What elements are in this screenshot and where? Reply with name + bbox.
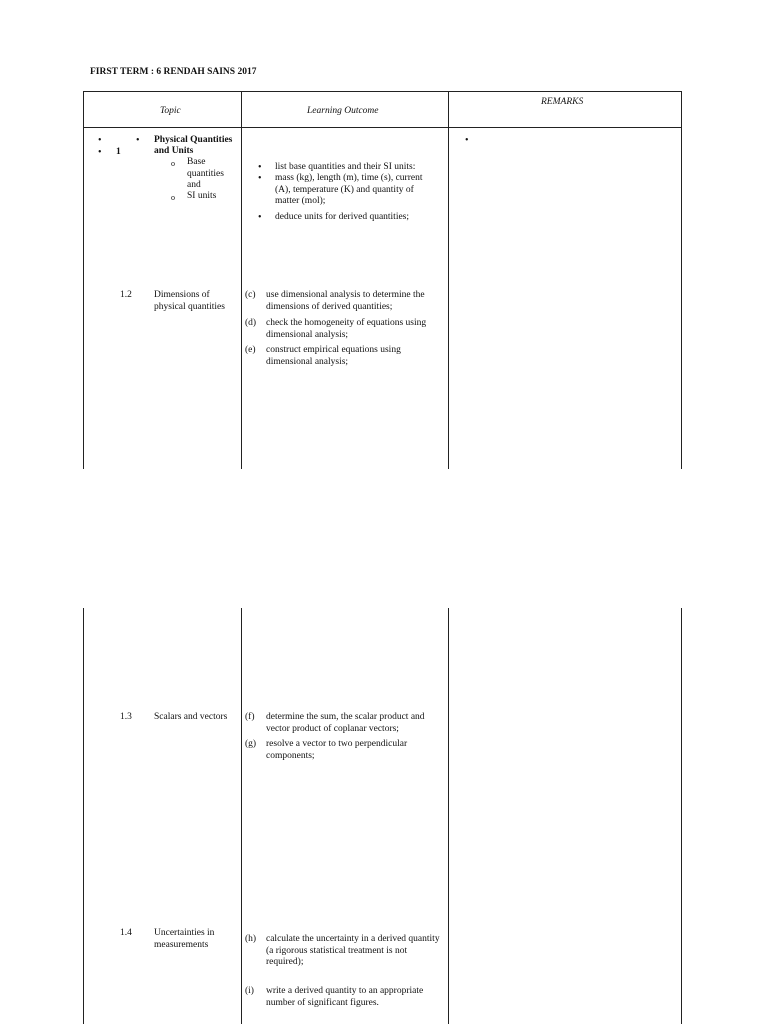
bullet-marker: • (98, 135, 102, 146)
subtopic-base-line2: quantities (187, 169, 224, 179)
outcome-text: calculate the uncertainty in a derived quantity (a rigorous statistical treatment is not required); (266, 934, 440, 967)
bullet-marker: • (258, 212, 262, 223)
header-divider (83, 127, 681, 128)
section-1-number: 1 (116, 147, 121, 157)
outcome-text: construct empirical equations using dimensional analysis; (266, 345, 401, 367)
table-right-border (681, 91, 682, 469)
section-1-2-title-line1: Dimensions of (154, 290, 210, 300)
section-1-4-title-line1: Uncertainties in (154, 928, 215, 938)
col-divider-2 (448, 608, 449, 1024)
outcome-text: use dimensional analysis to determine the dimensions of derived quantities; (266, 290, 425, 312)
outcome-text: write a derived quantity to an appropriate number of significant figures. (266, 986, 424, 1008)
section-1-heading-line1: Physical Quantities (154, 135, 233, 145)
outcome-text: resolve a vector to two perpendicular components; (266, 739, 408, 761)
table-top-border (83, 91, 681, 92)
outcome-text: determine the sum, the scalar product and vector product of coplanar vectors; (266, 712, 425, 734)
outcome-text: mass (kg), length (m), time (s), current (A), temperature (K) and quantity of matter (mol); (275, 173, 423, 206)
outcome-label: (i) (245, 986, 254, 996)
bullet-marker: • (98, 147, 102, 158)
table-left-border (83, 91, 84, 469)
remarks-bullet: • (465, 135, 469, 146)
section-1-4-title-line2: measurements (154, 940, 209, 950)
outcome-label: (g) (245, 739, 257, 749)
table-right-border (681, 608, 682, 1024)
subtopic-base-line1: Base (187, 157, 206, 167)
outcome-label: (h) (245, 934, 257, 944)
outcome-text: list base quantities and their SI units: (275, 162, 416, 172)
header-remarks: REMARKS (541, 97, 584, 107)
section-1-3-number: 1.3 (120, 712, 132, 722)
table-left-border (83, 608, 84, 1024)
outcome-text: check the homogeneity of equations using dimensional analysis; (266, 318, 427, 340)
circle-bullet: o (171, 193, 175, 202)
circle-bullet: o (171, 159, 175, 168)
header-topic: Topic (160, 106, 181, 116)
section-1-3-title: Scalars and vectors (154, 712, 228, 722)
subtopic-si-units: SI units (187, 191, 217, 201)
outcome-text: deduce units for derived quantities; (275, 212, 410, 222)
bullet-marker: • (258, 173, 262, 184)
col-divider-2 (448, 91, 449, 469)
outcome-label: (d) (245, 318, 257, 328)
col-divider-1 (241, 608, 242, 1024)
col-divider-1 (241, 91, 242, 469)
header-learning-outcome: Learning Outcome (307, 106, 379, 116)
bullet-marker: • (136, 135, 140, 146)
outcome-label: (f) (245, 712, 255, 722)
section-1-4-number: 1.4 (120, 928, 132, 938)
section-1-2-number: 1.2 (120, 290, 132, 300)
section-1-2-title-line2: physical quantities (154, 302, 225, 312)
bullet-marker: • (258, 162, 262, 173)
outcome-label: (e) (245, 345, 256, 355)
section-1-heading-line2: and Units (154, 146, 194, 156)
subtopic-base-line3: and (187, 180, 201, 190)
outcome-label: (c) (245, 290, 256, 300)
document-title: FIRST TERM : 6 RENDAH SAINS 2017 (90, 67, 257, 77)
